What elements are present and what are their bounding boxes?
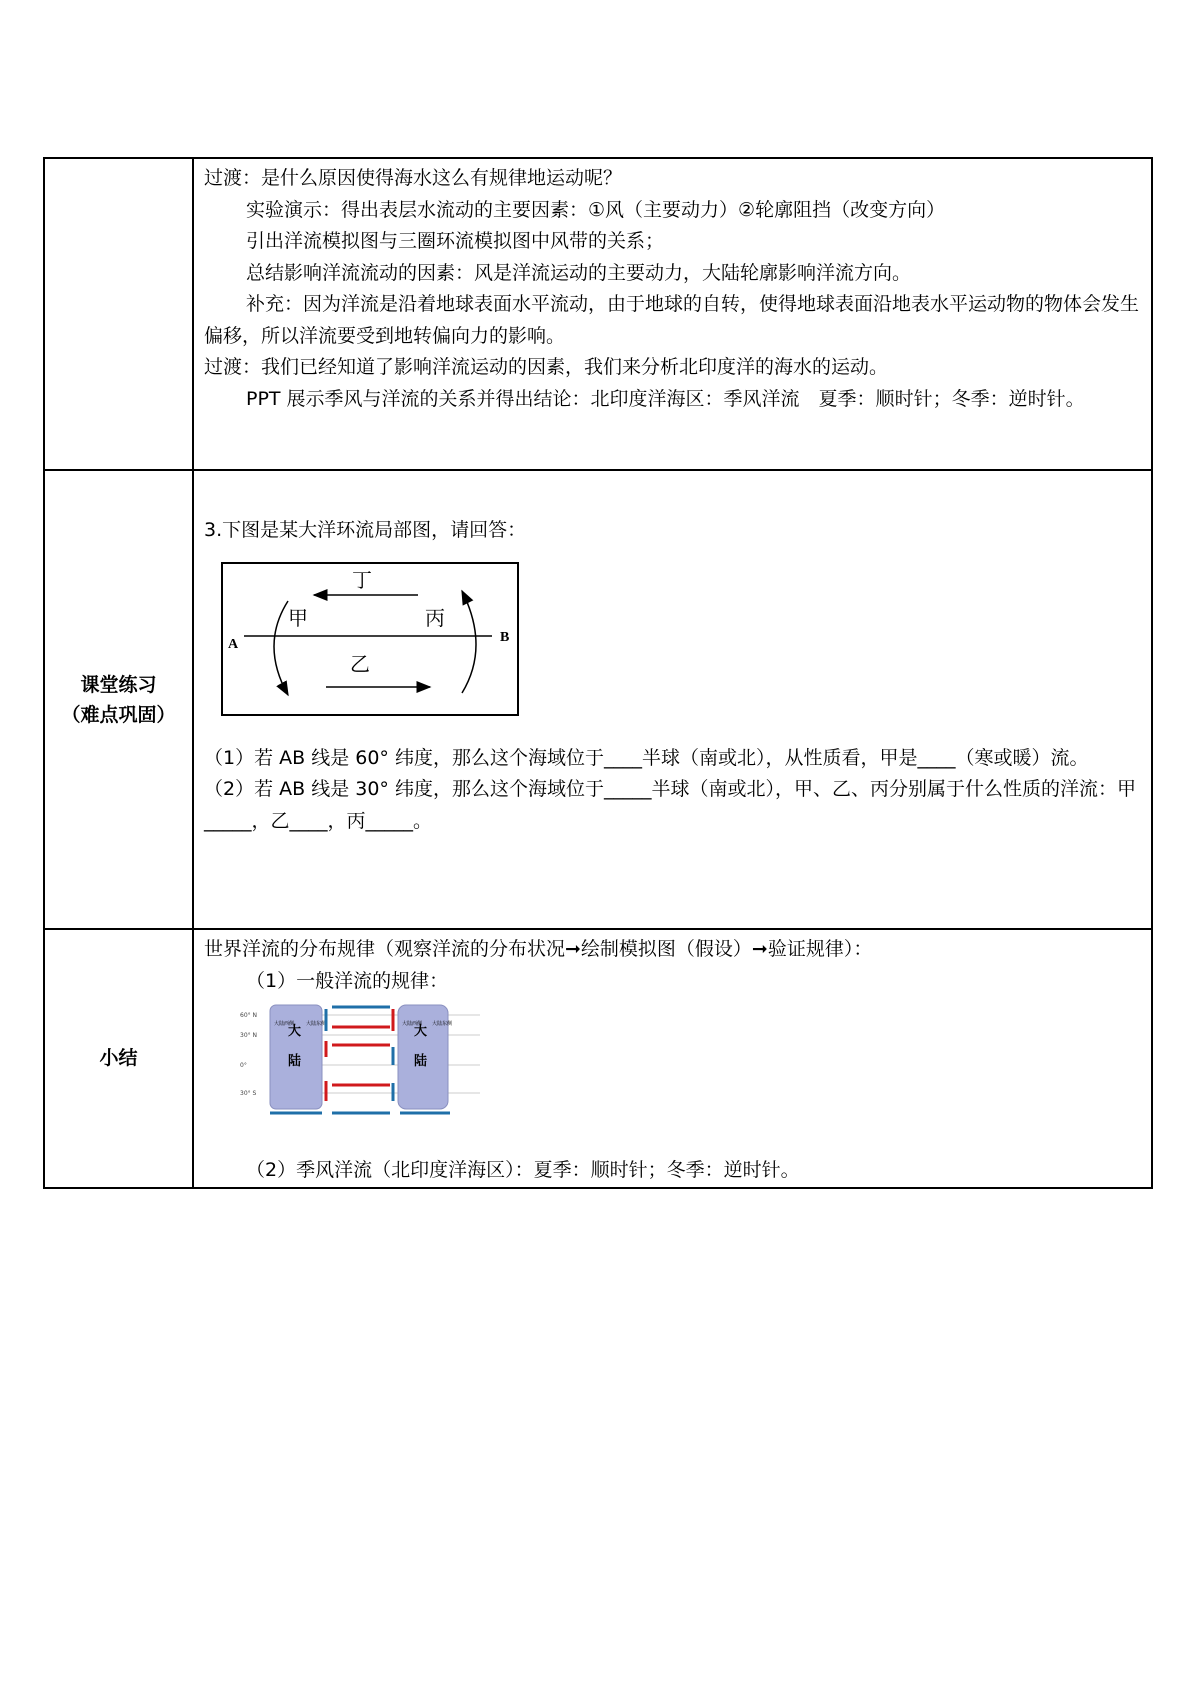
transition-row — [44, 158, 1152, 470]
west-coast-label: 大陆西侧 — [402, 1021, 423, 1027]
exercise-label — [44, 470, 193, 929]
west-coast-label: 大陆西侧 — [274, 1021, 295, 1027]
label-ding: 丁 — [352, 567, 372, 592]
lat-30n: 30° N — [240, 1032, 258, 1039]
arrow-jia — [274, 601, 288, 695]
exercise-label-line1: 课堂练习 — [80, 673, 157, 696]
label-jia: 甲 — [288, 605, 308, 630]
east-coast-label: 大陆东侧 — [306, 1021, 327, 1027]
lat-30s: 30° S — [240, 1090, 257, 1097]
continent-text: 陆 — [288, 1054, 302, 1069]
exercise-cell — [193, 470, 1152, 929]
summary-cell — [193, 929, 1152, 1188]
continent-text: 大 — [414, 1024, 428, 1039]
question-1: （1）若 AB 线是 60° 纬度，那么这个海域位于____半球（南或北），从性质看，甲是____（寒或暖）流。 — [204, 746, 1089, 769]
text-line: 引出洋流模拟图与三圈环流模拟图中风带的关系； — [246, 230, 665, 252]
text-line: 总结影响洋流流动的因素：风是洋流运动的主要动力，大陆轮廓影响洋流方向。 — [246, 261, 912, 284]
label-a: A — [228, 636, 239, 652]
ocean-currents-figure — [240, 1001, 480, 1131]
exercise-row — [44, 470, 1152, 929]
label-yi: 乙 — [350, 651, 370, 676]
transition-cell — [193, 158, 1152, 470]
question-2: （2）若 AB 线是 30° 纬度，那么这个海域位于_____半球（南或北），甲、乙、丙分别属于什么性质的洋流：甲_____，乙____，丙_____。 — [204, 778, 1136, 832]
label-bing: 丙 — [425, 605, 445, 630]
continent-text: 大 — [288, 1024, 302, 1039]
lat-0: 0° — [240, 1062, 247, 1069]
text-line: PPT 展示季风与洋流的关系并得出结论：北印度洋海区：季风洋流 夏季：顺时针；冬季：逆时针。 — [246, 387, 1085, 410]
text-line: 实验演示：得出表层水流动的主要因素：①风（主要动力）②轮廓阻挡（改变方向） — [246, 198, 946, 221]
label-b: B — [500, 629, 510, 645]
arrow-bing — [462, 591, 476, 693]
text-line: 补充：因为洋流是沿着地球表面水平流动，由于地球的自转，使得地球表面沿地表水平运动物的物体会发生偏移，所以洋流要受到地转偏向力的影响。 — [204, 293, 1140, 347]
text-line: 过渡：是什么原因使得海水这么有规律地运动呢？ — [204, 167, 623, 189]
lesson-table — [43, 157, 1153, 1189]
east-coast-label: 大陆东侧 — [432, 1021, 453, 1027]
summary-line3: （2）季风洋流（北印度洋海区）：夏季：顺时针；冬季：逆时针。 — [246, 1159, 800, 1181]
row-label-empty — [44, 158, 193, 470]
summary-label: 小结 — [44, 929, 193, 1188]
summary-line1: 世界洋流的分布规律（观察洋流的分布状况➞绘制模拟图（假设）➞验证规律）： — [204, 938, 873, 960]
continent-text: 陆 — [414, 1054, 428, 1069]
summary-row — [44, 929, 1152, 1188]
ocean-circulation-diagram — [210, 555, 530, 725]
question-title: 3.下图是某大洋环流局部图，请回答： — [204, 519, 527, 541]
text-line: 过渡：我们已经知道了影响洋流运动的因素，我们来分析北印度洋的海水的运动。 — [204, 356, 889, 378]
summary-line2: （1）一般洋流的规律： — [246, 969, 449, 992]
lat-60n: 60° N — [240, 1012, 258, 1019]
exercise-label-line2: （难点巩固） — [61, 703, 176, 726]
